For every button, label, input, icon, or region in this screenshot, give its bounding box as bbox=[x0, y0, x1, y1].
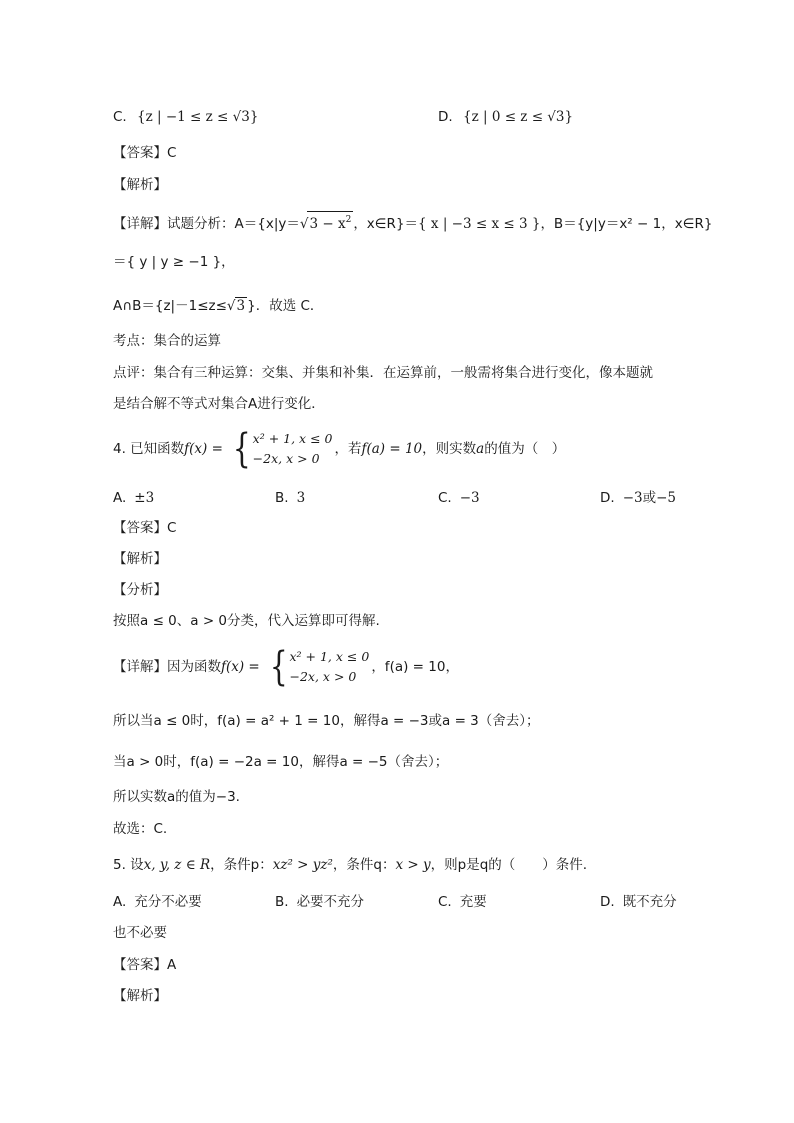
answer-value: A bbox=[167, 957, 177, 973]
option-text: 既不充分 bbox=[622, 894, 677, 910]
sqrt-sign: √ bbox=[299, 216, 309, 232]
answer-tag: 【答案】 bbox=[113, 957, 167, 973]
q4-option-d bbox=[600, 488, 676, 508]
option-label: A. bbox=[113, 490, 127, 506]
option-label: D. bbox=[600, 490, 615, 506]
case-1: x² + 1, x ≤ 0 bbox=[252, 431, 333, 446]
q4-detail bbox=[113, 646, 459, 688]
q4-answer bbox=[113, 518, 176, 538]
option-text: 充要 bbox=[459, 894, 487, 910]
q4-stem bbox=[113, 428, 565, 470]
q5-answer bbox=[113, 955, 176, 975]
option-label: D. bbox=[438, 109, 453, 125]
option-label: C. bbox=[113, 109, 127, 125]
case-2: −2x, x > 0 bbox=[289, 669, 357, 684]
radicand-text: 3 − x bbox=[309, 216, 346, 232]
q5-analysis-tag: 【解析】 bbox=[113, 988, 167, 1004]
q5-option-d bbox=[600, 892, 677, 912]
stem-text: ，条件q： bbox=[332, 857, 396, 873]
q5-option-a bbox=[113, 892, 202, 912]
stem-text: 4. 已知函数 bbox=[113, 441, 185, 457]
stem-text: 的值为（ ） bbox=[484, 441, 566, 457]
sqrt-radicand: $3 - x^2$ bbox=[307, 211, 353, 232]
q3-kaodian: 考点：集合的运算 bbox=[113, 333, 221, 349]
q4-solution-line-1: 所以当a ≤ 0时，f(a) = a² + 1 = 10，解得a = −3或a = 3（舍去）； bbox=[113, 713, 540, 729]
option-text: −3 bbox=[459, 490, 480, 506]
q4-option-c bbox=[438, 488, 480, 508]
option-text: 3 bbox=[296, 490, 306, 506]
option-label: A. bbox=[113, 894, 127, 910]
option-label: B. bbox=[275, 894, 289, 910]
option-text: 充分不必要 bbox=[134, 894, 202, 910]
variables: x, y, z ∈ R bbox=[143, 857, 211, 873]
q3-option-d bbox=[438, 107, 573, 127]
answer-tag: 【答案】 bbox=[113, 520, 167, 536]
piecewise-function bbox=[266, 644, 370, 690]
cases bbox=[253, 429, 333, 469]
q3-analysis-tag: 【解析】 bbox=[113, 177, 167, 193]
q5-option-c bbox=[438, 892, 487, 912]
sqrt-sign: √ bbox=[226, 298, 236, 314]
q4-choice: 故选：C. bbox=[113, 821, 168, 837]
option-label: C. bbox=[438, 894, 452, 910]
answer-tag: 【答案】 bbox=[113, 145, 167, 161]
q4-fenxi-text: 按照a ≤ 0、a > 0分类，代入运算即可得解. bbox=[113, 613, 380, 629]
condition: f(a) = 10 bbox=[361, 441, 423, 457]
detail-text: 因为函数 bbox=[167, 659, 221, 675]
option-label: C. bbox=[438, 490, 452, 506]
cases bbox=[290, 647, 370, 687]
brace-glyph: { bbox=[233, 426, 251, 472]
option-label: D. bbox=[600, 894, 615, 910]
detail-tag: 【详解】 bbox=[113, 659, 167, 675]
func-name: f(x) = bbox=[221, 659, 260, 675]
detail-text: ，x∈R}＝ bbox=[353, 216, 419, 232]
q3-dianping-2: 是结合解不等式对集合A进行变化． bbox=[113, 396, 325, 412]
stem-text: ，则实数 bbox=[422, 441, 477, 457]
option-text: 必要不充分 bbox=[296, 894, 365, 910]
case-2: −2x, x > 0 bbox=[252, 451, 320, 466]
option-text: {z | −1 ≤ z ≤ √3} bbox=[137, 109, 259, 125]
stem-text: ，条件p： bbox=[210, 857, 273, 873]
detail-text: ，f(a) = 10， bbox=[371, 659, 459, 675]
detail-text: ，B＝{y|y＝x² − 1，x∈R} bbox=[540, 216, 713, 232]
intersection-text: }．故选 C． bbox=[247, 298, 324, 314]
detail-text: 试题分析：A＝{x|y＝ bbox=[167, 216, 300, 232]
variable-a: a bbox=[476, 441, 485, 457]
q4-option-a bbox=[113, 488, 154, 508]
piecewise-function bbox=[229, 426, 333, 472]
q5-option-b bbox=[275, 892, 364, 912]
condition-q: x > y bbox=[395, 857, 431, 873]
func-name: f(x) = bbox=[184, 441, 223, 457]
q4-fenxi-tag: 【分析】 bbox=[113, 582, 167, 598]
condition-p: xz² > yz² bbox=[272, 857, 333, 873]
q5-stem bbox=[113, 855, 587, 875]
q3-dianping-1: 点评：集合有三种运算：交集、并集和补集．在运算前，一般需将集合进行变化，像本题就 bbox=[113, 365, 653, 381]
option-label: B. bbox=[275, 490, 289, 506]
q4-analysis-tag: 【解析】 bbox=[113, 551, 167, 567]
q5-option-d-wrap: 也不必要 bbox=[113, 925, 167, 941]
intersection-text: A∩B＝{z|－1≤z≤ bbox=[113, 298, 227, 314]
q3-intersection bbox=[113, 296, 323, 316]
q4-solution-line-2: 当a > 0时，f(a) = −2a = 10，解得a = −5（舍去）； bbox=[113, 754, 449, 770]
q4-option-b bbox=[275, 488, 305, 508]
option-text: −3或−5 bbox=[622, 490, 676, 506]
q3-detail bbox=[113, 211, 712, 234]
option-text: ±3 bbox=[134, 490, 155, 506]
stem-text: 5. 设 bbox=[113, 857, 144, 873]
q3-answer bbox=[113, 143, 176, 163]
case-1: x² + 1, x ≤ 0 bbox=[289, 649, 370, 664]
stem-text: ，若 bbox=[334, 441, 362, 457]
answer-value: C bbox=[167, 145, 177, 161]
set-a: { x | −3 ≤ x ≤ 3 } bbox=[418, 216, 541, 232]
q4-solution-line-3: 所以实数a的值为−3. bbox=[113, 789, 240, 805]
detail-tag: 【详解】 bbox=[113, 216, 167, 232]
option-text: {z | 0 ≤ z ≤ √3} bbox=[462, 109, 574, 125]
brace-glyph: { bbox=[269, 644, 288, 690]
q3-option-c bbox=[113, 107, 258, 127]
stem-text: ，则p是q的（ ）条件. bbox=[430, 857, 588, 873]
sqrt-radicand: 3 bbox=[236, 298, 246, 314]
answer-value: C bbox=[167, 520, 177, 536]
q3-detail-cont: ＝{ y | y ≥ −1 }， bbox=[113, 254, 235, 270]
